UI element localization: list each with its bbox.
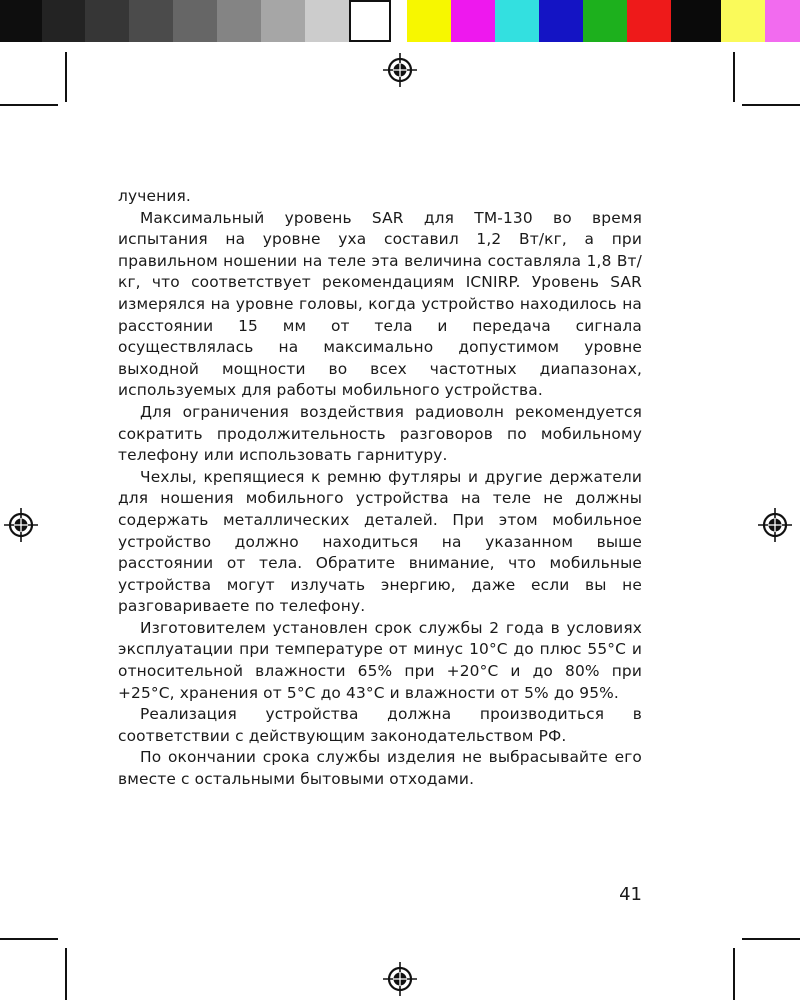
- registration-mark-right: [758, 508, 792, 542]
- paragraph-continuation: лучения.: [118, 187, 191, 205]
- crop-mark-top-left-vertical: [65, 52, 67, 102]
- magenta-swatch: [451, 0, 495, 42]
- paragraph-cases-holders: Чехлы, крепящиеся к ремню футляры и другие держатели для ношения мобильного устройства на теле не должны содержать металлических деталей. При этом мобильное устройство должно находиться на указанном выше расстоянии от тела. Обратите внимание, что мобильные устройства могут излучать энергию, даже если вы не разговариваете по телефону.: [118, 467, 642, 616]
- crop-mark-bottom-right-horizontal: [742, 938, 800, 940]
- cyan-swatch: [495, 0, 539, 42]
- gray-swatch-3: [85, 0, 129, 42]
- paragraph-service-life: Изготовителем установлен срок службы 2 года в условиях эксплуатации при температуре от минус 10°C до плюс 55°C и относительной влажности 65% при +20°C и до 80% при +25°C, хранения от 5°C до 43°C и влажности от 5% до 95%.: [118, 618, 642, 702]
- crop-mark-top-right-horizontal: [742, 104, 800, 106]
- crop-mark-top-right-vertical: [733, 52, 735, 102]
- registration-mark-left: [4, 508, 38, 542]
- gray-swatch-5: [173, 0, 217, 42]
- paragraph-disposal: По окончании срока службы изделия не выбрасывайте его вместе с остальными бытовыми отходами.: [118, 748, 642, 789]
- crop-mark-top-left-horizontal: [0, 104, 58, 106]
- registration-mark-bottom: [383, 962, 417, 996]
- paragraph-exposure-limit: Для ограничения воздействия радиоволн рекомендуется сократить продолжительность разговоров по мобильному телефону или использовать гарнитуру.: [118, 402, 642, 465]
- crop-mark-bottom-right-vertical: [733, 948, 735, 1000]
- gray-swatch-8: [305, 0, 349, 42]
- paragraph-sale-compliance: Реализация устройства должна производиться в соответствии с действующим законодательством РФ.: [118, 705, 642, 745]
- document-body: [118, 186, 642, 791]
- black-swatch: [671, 0, 721, 42]
- gray-swatch-9: [349, 0, 391, 42]
- yellow-swatch: [407, 0, 451, 42]
- pink-swatch: [765, 0, 800, 42]
- paragraph-sar-level: Максимальный уровень SAR для TM-130 во время испытания на уровне уха составил 1,2 Вт/кг, а при правильном ношении на теле эта величина составляла 1,8 Вт/кг, что соответствует рекомендациям ICNIRP. Уровень SAR измерялся на уровне головы, когда устройство находилось на расстоянии 15 мм от тела и передача сигнала осуществлялась на максимально допустимом уровне выходной мощности во всех частотных диапазонах, используемых для работы мобильного устройства.: [118, 208, 642, 400]
- gray-swatch-1: [0, 0, 42, 42]
- crop-mark-bottom-left-horizontal: [0, 938, 58, 940]
- gray-swatch-6: [217, 0, 261, 42]
- crop-mark-bottom-left-vertical: [65, 948, 67, 1000]
- green-swatch: [583, 0, 627, 42]
- page-number: 41: [619, 884, 642, 905]
- color-calibration-bar: [0, 0, 800, 44]
- registration-mark-top: [383, 53, 417, 87]
- gray-swatch-7: [261, 0, 305, 42]
- gray-swatch-2: [42, 0, 85, 42]
- red-swatch: [627, 0, 671, 42]
- blue-swatch: [539, 0, 583, 42]
- light-yellow-swatch: [721, 0, 765, 42]
- gray-swatch-4: [129, 0, 173, 42]
